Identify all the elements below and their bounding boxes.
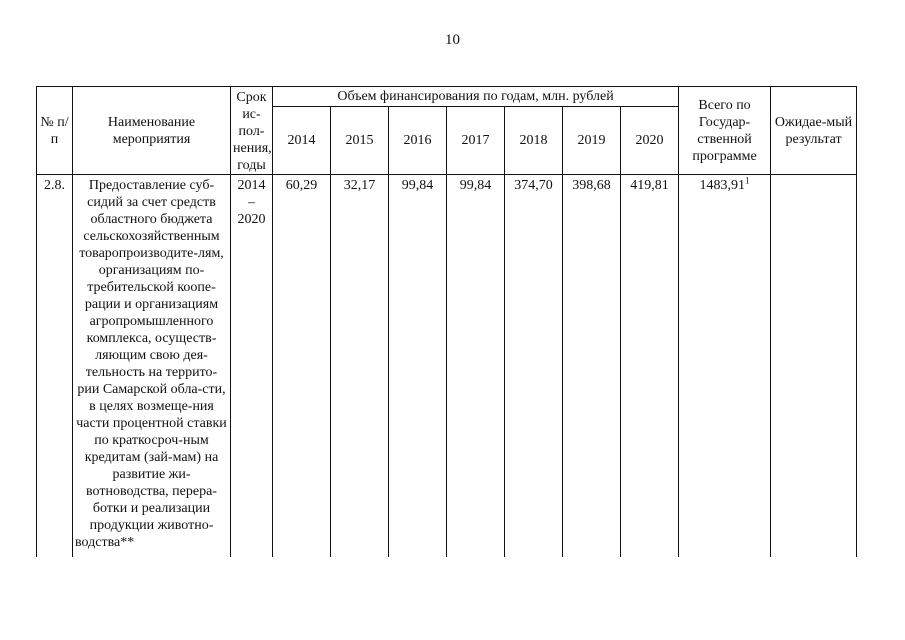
page-number: 10 <box>445 32 460 48</box>
year-value: 99,84 <box>447 175 505 558</box>
header-year: 2015 <box>331 107 389 175</box>
header-year: 2020 <box>621 107 679 175</box>
header-year: 2018 <box>505 107 563 175</box>
activity-name: Предоставление суб-сидий за счет средств областного бюджета сельскохозяйственным товаропроизводите-лям, организациям по-требительской коопе-рации и организациям агропромышленного комплекса, осуществ-ляющим свою дея-тельность на террито-рии Самарской обла-сти, в целях возмеще-ния части процентной ставки по краткосроч-ным кредитам (зай-мам) на развитие жи-вотноводства, перера-ботки и реализации продукции животно-водства** <box>73 175 231 558</box>
year-value: 419,81 <box>621 175 679 558</box>
funding-table <box>36 86 857 557</box>
header-year: 2017 <box>447 107 505 175</box>
year-value: 60,29 <box>273 175 331 558</box>
term-value: 2014 – 2020 <box>231 175 273 558</box>
total-value-cell <box>679 175 771 558</box>
year-value: 398,68 <box>563 175 621 558</box>
year-value: 374,70 <box>505 175 563 558</box>
header-year: 2016 <box>389 107 447 175</box>
total-value: 1483,91 <box>699 178 746 193</box>
header-row-number: № п/п <box>37 87 73 175</box>
header-expected-result: Ожидае-мый результат <box>771 87 857 175</box>
table-row <box>37 175 857 558</box>
header-activity-name: Наименование мероприятия <box>73 87 231 175</box>
footnote-marker: 1 <box>745 175 750 186</box>
header-funding-volume: Объем финансирования по годам, млн. рублей <box>273 87 679 107</box>
header-term: Срок ис-пол-нения, годы <box>231 87 273 175</box>
year-value: 32,17 <box>331 175 389 558</box>
year-value: 99,84 <box>389 175 447 558</box>
header-year: 2014 <box>273 107 331 175</box>
expected-result-value <box>771 175 857 558</box>
header-year: 2019 <box>563 107 621 175</box>
row-number: 2.8. <box>37 175 73 558</box>
header-total: Всего по Государ-ственной программе <box>679 87 771 175</box>
